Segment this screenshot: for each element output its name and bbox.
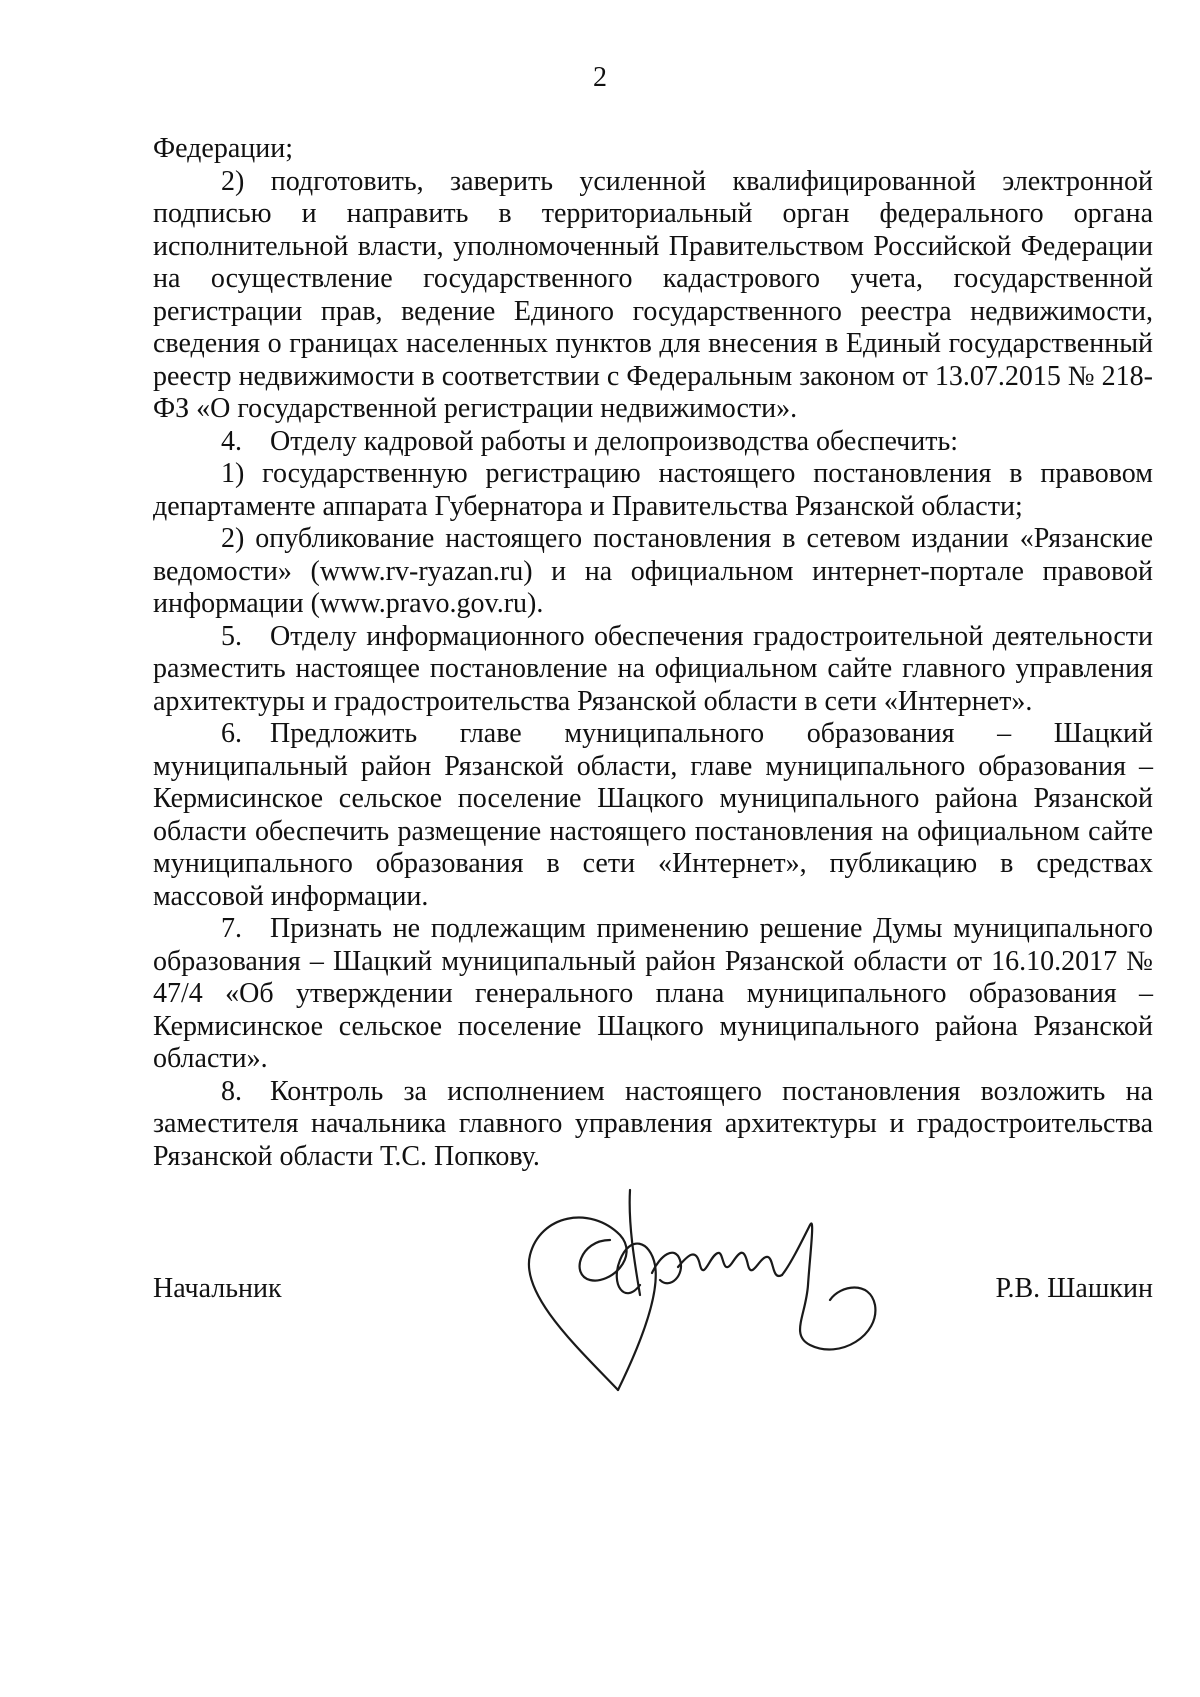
paragraph-6: 6. Предложить главе муниципального образования – Шацкий муниципальный район Рязанской области, главе муниципального образования – Кермисинское сельское поселение Шацкого муниципального района Рязанской области обеспечить размещение настоящего постановления на официальном сайте муниципального образования в сети «Интернет», публикацию в средствах массовой информации. xyxy=(153,718,1153,912)
position-title: Начальник xyxy=(153,1273,282,1304)
paragraph-2: 4. Отделу кадровой работы и делопроизводства обеспечить: xyxy=(221,425,959,457)
signer-name: Р.В. Шашкин xyxy=(995,1273,1153,1304)
paragraph-5: 5. Отделу информационного обеспечения градостроительной деятельности разместить настоящее постановление на официальном сайте главного управления архитектуры и градостроительства Рязанской области в сети «Интернет». xyxy=(153,620,1153,717)
handwritten-signature xyxy=(510,1185,900,1395)
document-body xyxy=(153,133,1153,1173)
paragraph-1: 2) подготовить, заверить усиленной квалифицированной электронной подписью и направить в территориальный орган федерального органа исполнительной власти, уполномоченный Правительством Российской Федерации на осуществление государственного кадастрового учета, государственной регистрации прав, ведение Единого государственного реестра недвижимости, сведения о границах населенных пунктов для внесения в Единый государственный реестр недвижимости в соответствии с Федеральным законом от 13.07.2015 № 218-ФЗ «О государственной регистрации недвижимости». xyxy=(153,165,1153,424)
paragraph-0: Федерации; xyxy=(153,133,294,164)
paragraph-7: 7. Признать не подлежащим применению решение Думы муниципального образования – Шацкий муниципальный район Рязанской области от 16.10.2017 № 47/4 «Об утверждении генерального плана муниципального образования – Кермисинское сельское поселение Шацкого муниципального района Рязанской области». xyxy=(153,913,1153,1074)
paragraph-4: 2) опубликование настоящего постановления в сетевом издании «Рязанские ведомости» (www.rv-ryazan.ru) и на официальном интернет-портале правовой информации (www.pravo.gov.ru). xyxy=(153,523,1153,619)
paragraph-3: 1) государственную регистрацию настоящего постановления в правовом департаменте аппарата Губернатора и Правительства Рязанской области; xyxy=(153,458,1153,522)
paragraph-8: 8. Контроль за исполнением настоящего постановления возложить на заместителя начальника главного управления архитектуры и градостроительства Рязанской области Т.С. Попкову. xyxy=(153,1075,1153,1172)
page-number: 2 xyxy=(593,62,607,93)
